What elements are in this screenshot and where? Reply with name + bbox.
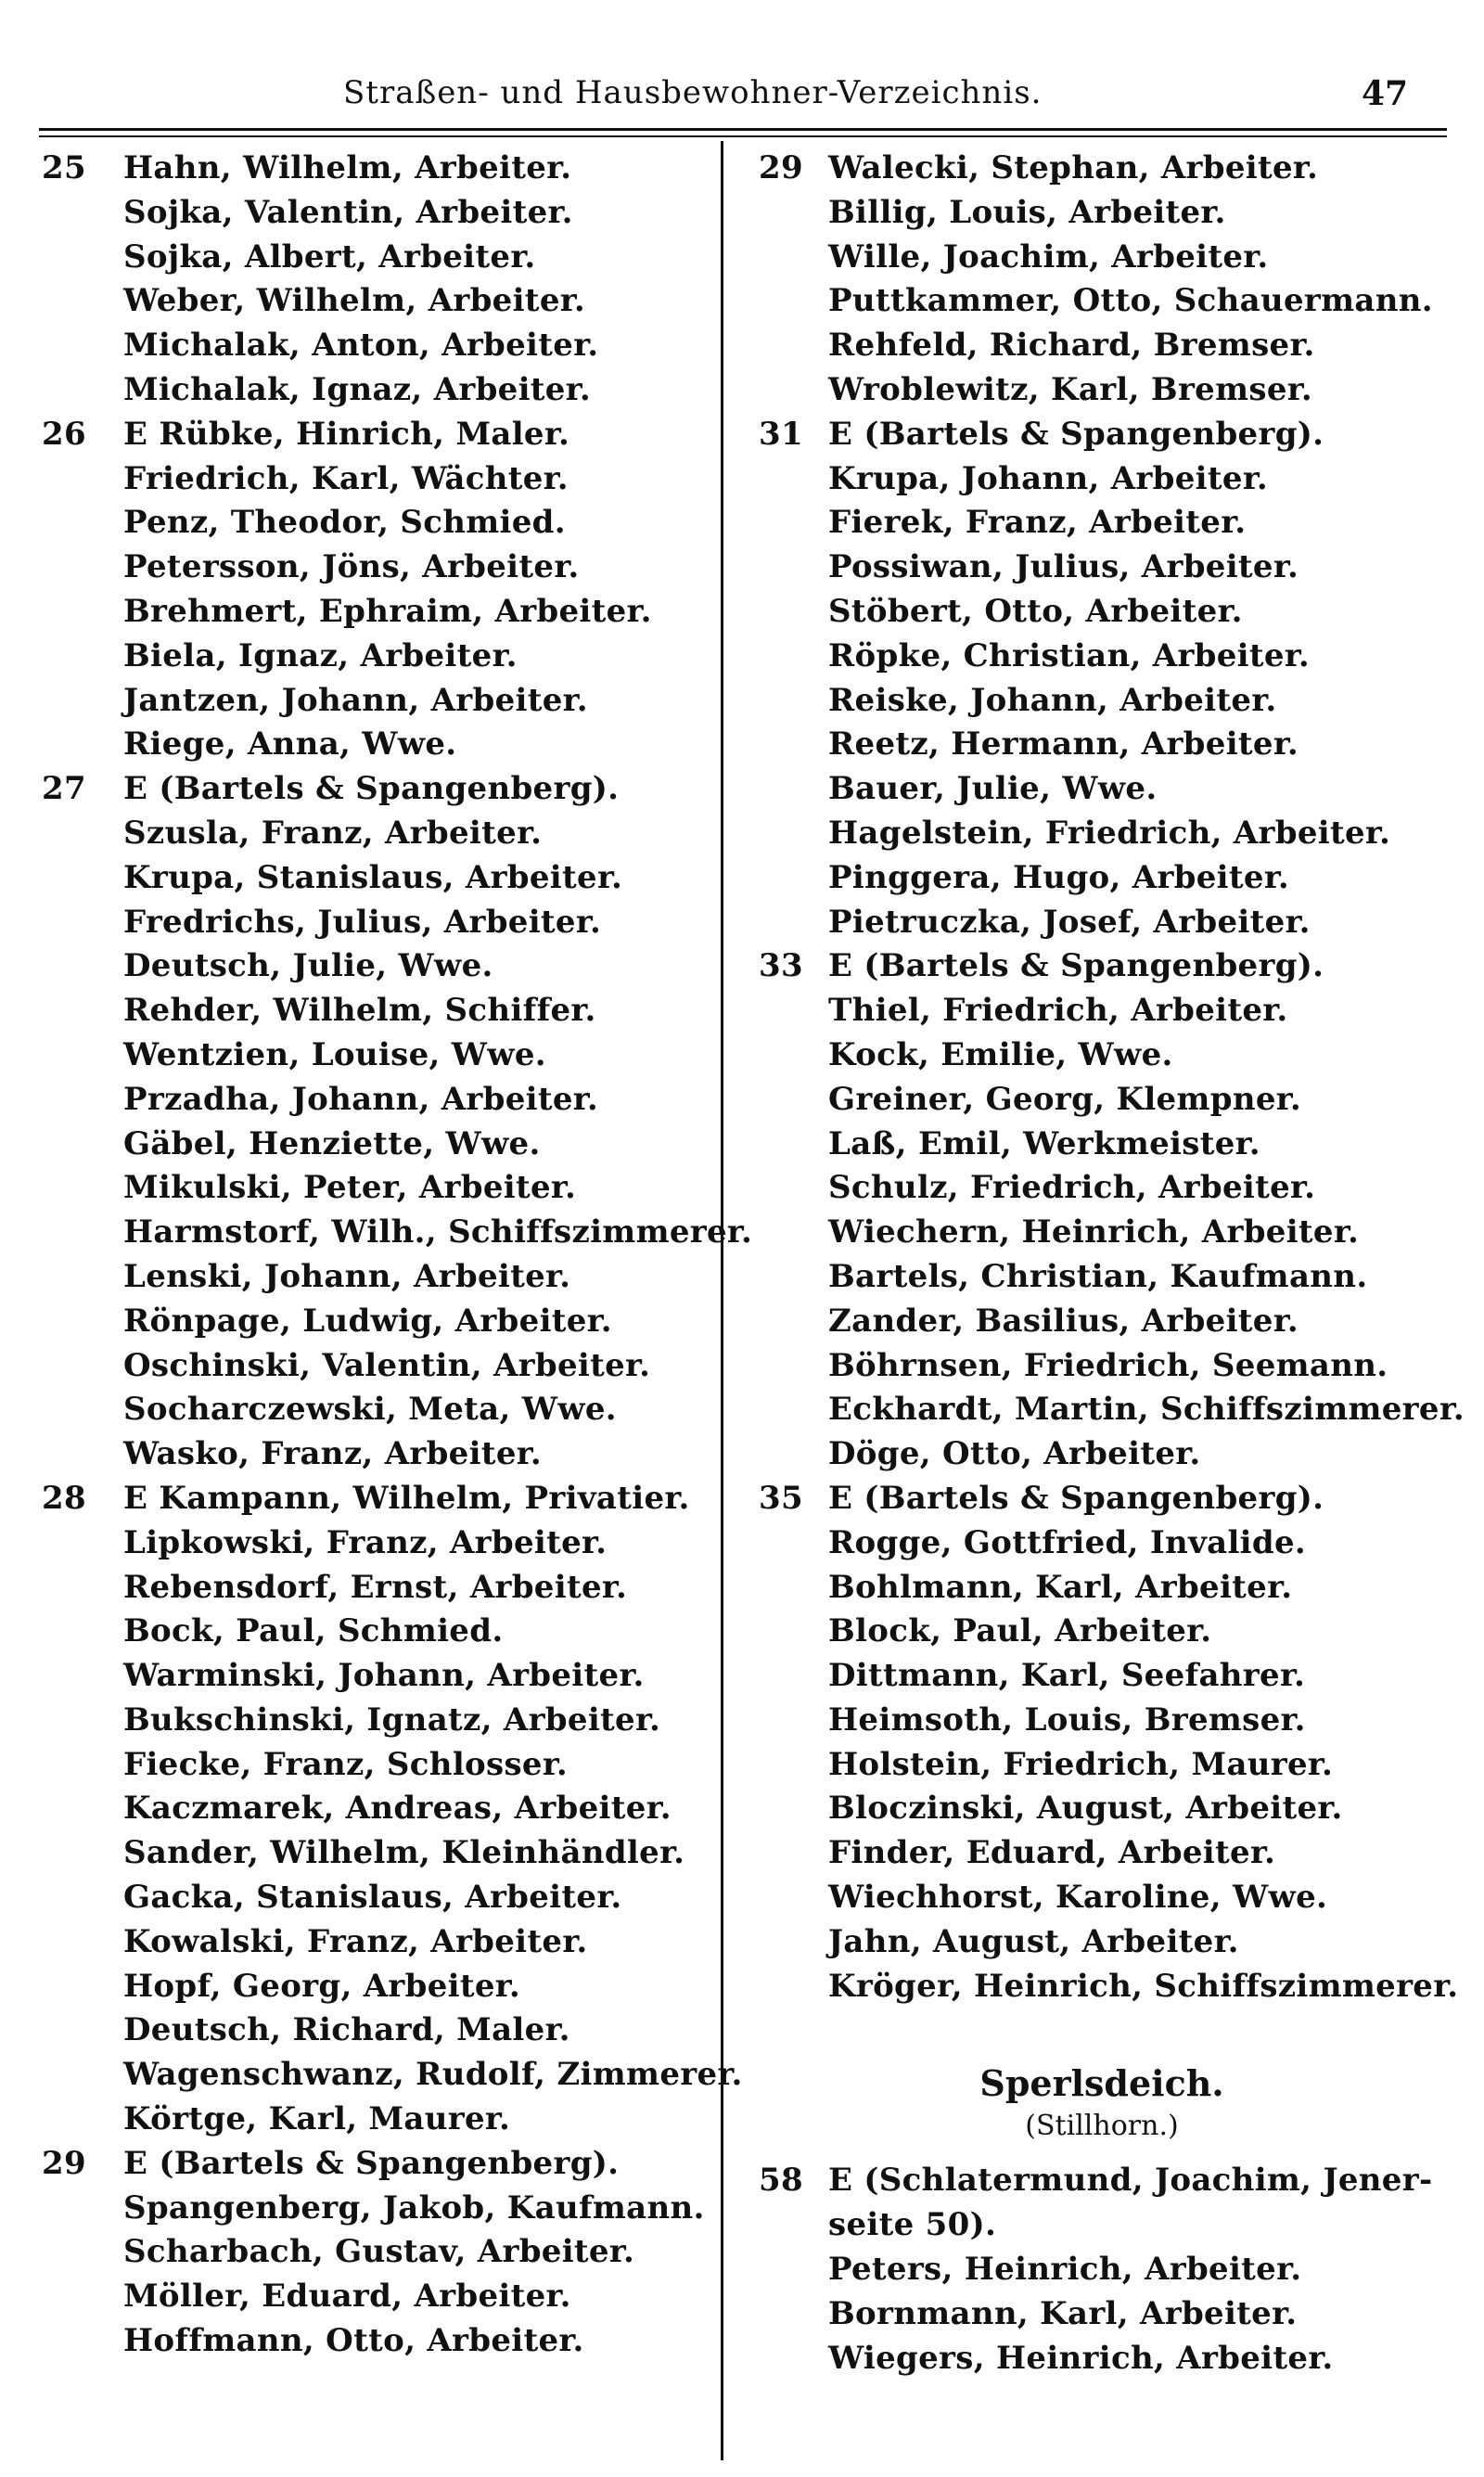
house-number: 25: [42, 149, 86, 186]
directory-entry: [42, 279, 719, 324]
directory-entry: [42, 1965, 719, 2009]
resident-entry: seite 50).: [828, 2206, 997, 2244]
directory-entry: [759, 679, 1445, 724]
directory-entry: [759, 2292, 1445, 2337]
directory-entry: [759, 635, 1445, 679]
directory-entry: [42, 2230, 719, 2275]
directory-entry: [42, 812, 719, 856]
resident-entry: Heimsoth, Louis, Bremser.: [828, 1701, 1306, 1739]
resident-entry: Wille, Joachim, Arbeiter.: [828, 237, 1269, 276]
directory-entry: [759, 1078, 1445, 1123]
directory-entry: [759, 1033, 1445, 1078]
resident-entry: E (Bartels & Spangenberg).: [828, 947, 1324, 985]
resident-entry: E (Bartels & Spangenberg).: [123, 770, 620, 808]
column-divider: [721, 141, 723, 2460]
right-column-entries: [759, 147, 1465, 2009]
directory-entry: [759, 1831, 1445, 1876]
resident-entry: Scharbach, Gustav, Arbeiter.: [123, 2233, 635, 2271]
resident-entry: Rogge, Gottfried, Invalide.: [828, 1523, 1307, 1561]
resident-entry: Thiel, Friedrich, Arbeiter.: [828, 992, 1288, 1030]
directory-entry: [42, 767, 719, 812]
directory-entry: [42, 1033, 719, 1078]
directory-entry: [42, 1743, 719, 1788]
directory-entry: [42, 989, 719, 1033]
resident-entry: Holstein, Friedrich, Maurer.: [828, 1745, 1334, 1783]
house-number: 27: [42, 770, 86, 808]
house-number: 31: [759, 415, 803, 453]
resident-entry: Greiner, Georg, Klempner.: [828, 1080, 1301, 1118]
resident-entry: Döge, Otto, Arbeiter.: [828, 1435, 1201, 1473]
directory-entry: [759, 413, 1445, 457]
directory-entry: [759, 1787, 1445, 1831]
resident-entry: Fierek, Franz, Arbeiter.: [828, 504, 1247, 542]
resident-entry: Wiechhorst, Karoline, Wwe.: [828, 1879, 1328, 1917]
directory-entry: [759, 457, 1445, 502]
directory-entry: [42, 2142, 719, 2187]
resident-entry: Gacka, Stanislaus, Arbeiter.: [123, 1879, 622, 1917]
resident-entry: Penz, Theodor, Schmied.: [123, 504, 566, 542]
house-number: 33: [759, 947, 803, 985]
resident-entry: Bohlmann, Karl, Arbeiter.: [828, 1568, 1293, 1606]
directory-entry: [42, 1388, 719, 1432]
resident-entry: E (Bartels & Spangenberg).: [828, 415, 1324, 453]
resident-entry: Hopf, Georg, Arbeiter.: [123, 1967, 521, 2005]
header-rule-thin: [39, 135, 1447, 137]
directory-entry: [759, 723, 1445, 767]
directory-entry: [42, 1787, 719, 1831]
directory-entry: [42, 1876, 719, 1920]
street-heading: Sperlsdeich.: [979, 2062, 1224, 2105]
directory-entry: [759, 501, 1445, 545]
resident-entry: Wiechern, Heinrich, Arbeiter.: [828, 1213, 1360, 1251]
resident-entry: Spangenberg, Jakob, Kaufmann.: [123, 2188, 705, 2227]
directory-entry: [42, 1123, 719, 1167]
resident-entry: Block, Paul, Arbeiter.: [828, 1612, 1212, 1650]
directory-entry: [759, 1344, 1445, 1389]
directory-entry: [759, 1166, 1445, 1211]
resident-entry: Stöbert, Otto, Arbeiter.: [828, 592, 1243, 630]
directory-entry: [759, 1388, 1465, 1432]
directory-entry: [759, 856, 1445, 901]
resident-entry: Bartels, Christian, Kaufmann.: [828, 1257, 1368, 1295]
directory-entry: [42, 1654, 719, 1699]
directory-entry: [42, 2187, 719, 2231]
resident-entry: Fiecke, Franz, Schlosser.: [123, 1745, 569, 1783]
directory-entry: [759, 1211, 1445, 1255]
resident-entry: Deutsch, Richard, Maler.: [123, 2011, 570, 2049]
directory-entry: [42, 2275, 719, 2319]
right-column-street-entries: [759, 2159, 1445, 2381]
directory-entry: [42, 2009, 719, 2053]
street-subheading: (Stillhorn.): [1025, 2110, 1179, 2143]
resident-entry: Röpke, Christian, Arbeiter.: [828, 636, 1311, 674]
resident-entry: E (Bartels & Spangenberg).: [828, 1479, 1324, 1517]
directory-entry: [759, 279, 1445, 324]
house-number: 35: [759, 1479, 803, 1517]
resident-entry: Dittmann, Karl, Seefahrer.: [828, 1657, 1306, 1695]
directory-entry: [759, 545, 1445, 590]
directory-entry: [759, 1255, 1445, 1300]
resident-entry: Bock, Paul, Schmied.: [123, 1612, 504, 1650]
directory-entry: [42, 1300, 719, 1344]
directory-entry: [42, 944, 719, 989]
resident-entry: Szusla, Franz, Arbeiter.: [123, 814, 543, 852]
directory-entry: [759, 1432, 1445, 1477]
directory-entry: [42, 1344, 719, 1389]
resident-entry: Kröger, Heinrich, Schiffszimmerer.: [828, 1967, 1459, 2005]
resident-entry: E (Bartels & Spangenberg).: [123, 2144, 620, 2182]
directory-entry: [759, 236, 1445, 280]
directory-entry: [42, 1211, 753, 1255]
resident-entry: Reetz, Hermann, Arbeiter.: [828, 725, 1299, 764]
resident-entry: Böhrnsen, Friedrich, Seemann.: [828, 1346, 1388, 1384]
directory-entry: [42, 457, 719, 502]
directory-entry: [42, 501, 719, 545]
directory-entry: [759, 1965, 1459, 2009]
resident-entry: Hahn, Wilhelm, Arbeiter.: [123, 149, 572, 186]
resident-entry: Michalak, Anton, Arbeiter.: [123, 327, 599, 365]
resident-entry: Weber, Wilhelm, Arbeiter.: [123, 282, 585, 320]
resident-entry: Lipkowski, Franz, Arbeiter.: [123, 1523, 608, 1561]
resident-entry: Hagelstein, Friedrich, Arbeiter.: [828, 814, 1391, 852]
directory-entry: [759, 1123, 1445, 1167]
directory-entry: [759, 1521, 1445, 1566]
resident-entry: Friedrich, Karl, Wächter.: [123, 459, 569, 497]
resident-entry: Lenski, Johann, Arbeiter.: [123, 1257, 571, 1295]
directory-entry: [42, 236, 719, 280]
resident-entry: Wiegers, Heinrich, Arbeiter.: [828, 2339, 1334, 2377]
resident-entry: Kowalski, Franz, Arbeiter.: [123, 1922, 588, 1960]
directory-entry: [759, 901, 1445, 945]
directory-entry: [42, 147, 719, 191]
resident-entry: E Kampann, Wilhelm, Privatier.: [123, 1479, 690, 1517]
directory-entry: [759, 1920, 1445, 1965]
directory-entry: [759, 2248, 1445, 2292]
directory-entry: [42, 901, 719, 945]
house-number: 26: [42, 415, 86, 453]
directory-entry: [42, 1610, 719, 1654]
resident-entry: Jantzen, Johann, Arbeiter.: [123, 681, 588, 719]
header-rule: [39, 128, 1447, 131]
resident-entry: Sander, Wilhelm, Kleinhändler.: [123, 1834, 685, 1872]
resident-entry: Rönpage, Ludwig, Arbeiter.: [123, 1302, 612, 1340]
resident-entry: Warminski, Johann, Arbeiter.: [123, 1657, 645, 1695]
resident-entry: Schulz, Friedrich, Arbeiter.: [828, 1169, 1316, 1207]
directory-entry: [42, 2053, 743, 2098]
directory-entry: [759, 2203, 1445, 2248]
directory-entry: [759, 944, 1445, 989]
page-number: 47: [1362, 74, 1409, 113]
resident-entry: Bukschinski, Ignatz, Arbeiter.: [123, 1701, 661, 1739]
directory-entry: [42, 324, 719, 368]
directory-entry: [759, 767, 1445, 812]
directory-entry: [759, 2337, 1445, 2381]
directory-entry: [42, 1831, 719, 1876]
directory-entry: [759, 191, 1445, 236]
directory-entry: [759, 368, 1445, 413]
directory-entry: [759, 1566, 1445, 1611]
directory-entry: [42, 1255, 719, 1300]
directory-entry: [759, 2159, 1445, 2203]
house-number: 29: [42, 2144, 86, 2182]
resident-entry: Wentzien, Louise, Wwe.: [123, 1035, 546, 1073]
directory-entry: [42, 1920, 719, 1965]
resident-entry: Bauer, Julie, Wwe.: [828, 770, 1158, 808]
directory-entry: [759, 1654, 1445, 1699]
directory-entry: [759, 1300, 1445, 1344]
directory-entry: [42, 856, 719, 901]
resident-entry: Billig, Louis, Arbeiter.: [828, 193, 1226, 231]
directory-entry: [759, 324, 1445, 368]
resident-entry: Körtge, Karl, Maurer.: [123, 2100, 511, 2138]
resident-entry: Laß, Emil, Werkmeister.: [828, 1124, 1260, 1162]
left-column: [42, 147, 753, 2364]
resident-entry: Rehfeld, Richard, Bremser.: [828, 327, 1315, 365]
resident-entry: Biela, Ignaz, Arbeiter.: [123, 636, 518, 674]
resident-entry: Jahn, August, Arbeiter.: [828, 1922, 1239, 1960]
directory-entry: [759, 989, 1445, 1033]
resident-entry: Reiske, Johann, Arbeiter.: [828, 681, 1277, 719]
directory-entry: [42, 1521, 719, 1566]
resident-entry: Gäbel, Henziette, Wwe.: [123, 1124, 541, 1162]
resident-entry: Wasko, Franz, Arbeiter.: [123, 1435, 542, 1473]
running-title: Straßen- und Hausbewohner-Verzeichnis.: [343, 74, 1043, 111]
resident-entry: Hoffmann, Otto, Arbeiter.: [123, 2322, 584, 2360]
resident-entry: Bornmann, Karl, Arbeiter.: [828, 2294, 1298, 2332]
right-column: [759, 147, 1465, 2381]
resident-entry: Michalak, Ignaz, Arbeiter.: [123, 370, 591, 408]
resident-entry: Fredrichs, Julius, Arbeiter.: [123, 903, 602, 941]
resident-entry: Socharczewski, Meta, Wwe.: [123, 1391, 617, 1429]
resident-entry: Przadha, Johann, Arbeiter.: [123, 1080, 599, 1118]
resident-entry: E Rübke, Hinrich, Maler.: [123, 415, 570, 453]
directory-entry: [759, 1610, 1445, 1654]
directory-entry: [42, 545, 719, 590]
house-number: 58: [759, 2162, 803, 2200]
resident-entry: Mikulski, Peter, Arbeiter.: [123, 1169, 577, 1207]
resident-entry: Pinggera, Hugo, Arbeiter.: [828, 858, 1290, 896]
resident-entry: Rehder, Wilhelm, Schiffer.: [123, 992, 596, 1030]
resident-entry: Eckhardt, Martin, Schiffszimmerer.: [828, 1391, 1465, 1429]
directory-entry: [759, 812, 1445, 856]
directory-entry: [42, 368, 719, 413]
directory-entry: [42, 2098, 719, 2142]
resident-entry: Krupa, Stanislaus, Arbeiter.: [123, 858, 623, 896]
directory-entry: [42, 723, 719, 767]
directory-entry: [42, 1699, 719, 1743]
directory-entry: [42, 191, 719, 236]
resident-entry: Finder, Eduard, Arbeiter.: [828, 1834, 1276, 1872]
resident-entry: Walecki, Stephan, Arbeiter.: [828, 149, 1319, 186]
directory-entry: [759, 590, 1445, 635]
resident-entry: Kock, Emilie, Wwe.: [828, 1035, 1173, 1073]
resident-entry: Possiwan, Julius, Arbeiter.: [828, 548, 1299, 586]
resident-entry: Oschinski, Valentin, Arbeiter.: [123, 1346, 651, 1384]
resident-entry: Pietruczka, Josef, Arbeiter.: [828, 903, 1311, 941]
resident-entry: Kaczmarek, Andreas, Arbeiter.: [123, 1790, 672, 1828]
resident-entry: Riege, Anna, Wwe.: [123, 725, 457, 764]
directory-entry: [759, 147, 1445, 191]
directory-entry: [42, 1566, 719, 1611]
resident-entry: Krupa, Johann, Arbeiter.: [828, 459, 1269, 497]
directory-entry: [42, 1078, 719, 1123]
resident-entry: E (Schlatermund, Joachim, Jener-: [828, 2162, 1433, 2200]
resident-entry: Harmstorf, Wilh., Schiffszimmerer.: [123, 1213, 753, 1251]
directory-entry: [759, 1876, 1445, 1920]
house-number: 29: [759, 149, 803, 186]
resident-entry: Wroblewitz, Karl, Bremser.: [828, 370, 1312, 408]
directory-entry: [42, 2319, 719, 2364]
resident-entry: Bloczinski, August, Arbeiter.: [828, 1790, 1343, 1828]
directory-entry: [759, 1699, 1445, 1743]
directory-entry: [42, 679, 719, 724]
directory-entry: [42, 1432, 719, 1477]
resident-entry: Möller, Eduard, Arbeiter.: [123, 2278, 571, 2316]
directory-entry: [42, 1477, 719, 1521]
resident-entry: Zander, Basilius, Arbeiter.: [828, 1302, 1298, 1340]
house-number: 28: [42, 1479, 86, 1517]
resident-entry: Wagenschwanz, Rudolf, Zimmerer.: [123, 2056, 743, 2094]
resident-entry: Deutsch, Julie, Wwe.: [123, 947, 493, 985]
directory-entry: [759, 1477, 1445, 1521]
resident-entry: Petersson, Jöns, Arbeiter.: [123, 548, 580, 586]
directory-entry: [42, 1166, 719, 1211]
resident-entry: Sojka, Albert, Arbeiter.: [123, 237, 536, 276]
directory-entry: [42, 635, 719, 679]
resident-entry: Puttkammer, Otto, Schauermann.: [828, 282, 1433, 320]
directory-entry: [759, 1743, 1445, 1788]
directory-entry: [42, 413, 719, 457]
directory-entry: [42, 590, 719, 635]
resident-entry: Peters, Heinrich, Arbeiter.: [828, 2251, 1302, 2289]
resident-entry: Sojka, Valentin, Arbeiter.: [123, 193, 573, 231]
resident-entry: Brehmert, Ephraim, Arbeiter.: [123, 592, 652, 630]
resident-entry: Rebensdorf, Ernst, Arbeiter.: [123, 1568, 628, 1606]
